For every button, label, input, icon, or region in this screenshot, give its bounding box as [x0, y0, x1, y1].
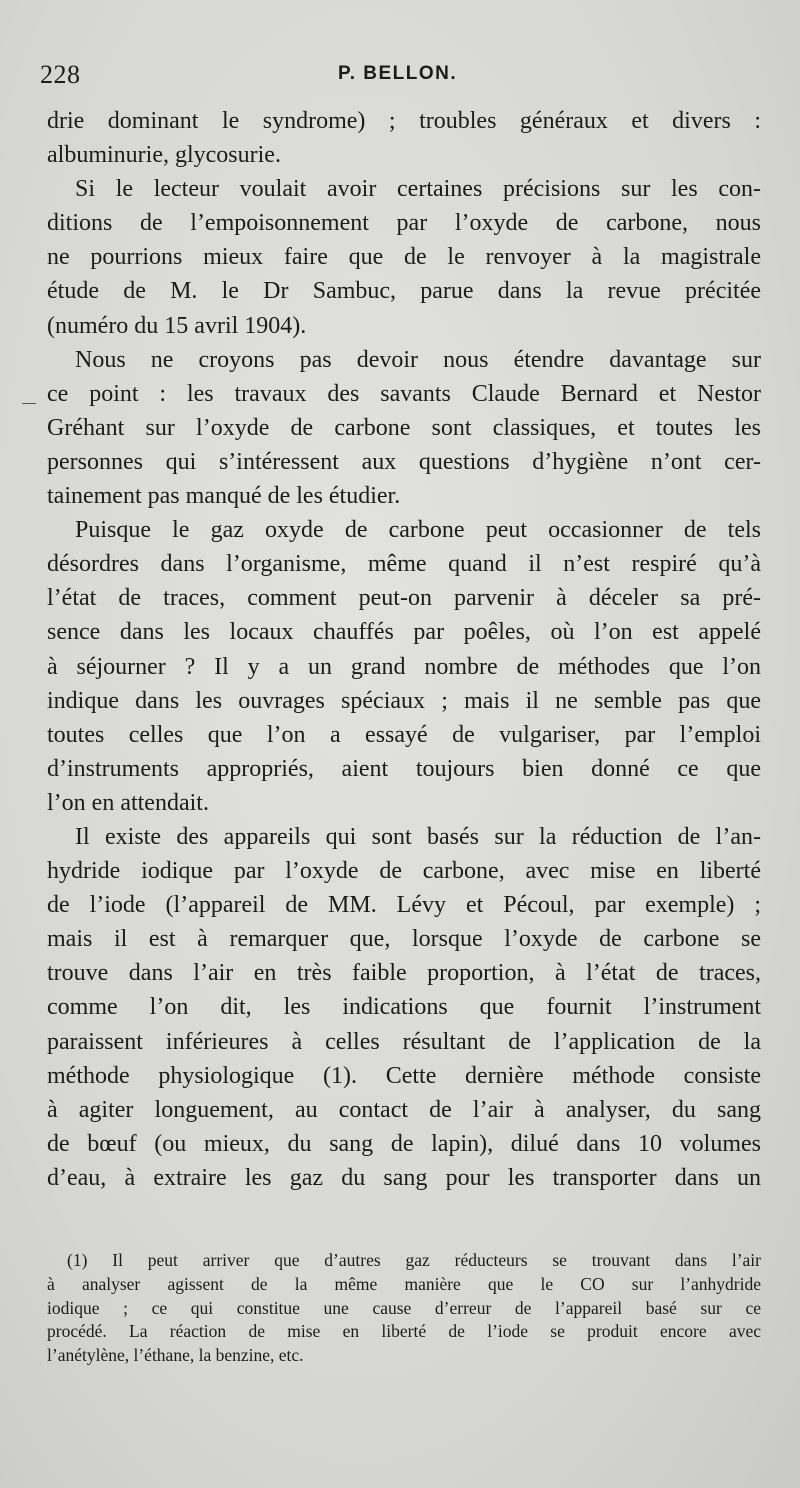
text-line: mais il est à remarquer que, lorsque l’oxyde de carbone se: [47, 926, 761, 953]
text-line: d’eau, à extraire les gaz du sang pour les transporter dans un: [47, 1164, 761, 1191]
text-line: étude de M. le Dr Sambuc, parue dans la revue précitée: [47, 278, 761, 305]
text-line: (numéro du 15 avril 1904).: [47, 312, 307, 339]
text-line: personnes qui s’intéressent aux questions d’hygiène n’ont cer-: [47, 448, 761, 475]
text-line: désordres dans l’organisme, même quand il n’est respiré qu’à: [47, 551, 761, 578]
text-line: indique dans les ouvrages spéciaux ; mais il ne semble pas que: [47, 687, 761, 714]
text-line: Il existe des appareils qui sont basés sur la réduction de l’an-: [75, 823, 761, 850]
text-line: albuminurie, glycosurie.: [47, 142, 281, 169]
text-line: à séjourner ? Il y a un grand nombre de méthodes que l’on: [47, 653, 761, 680]
footnote-line: l’anétylène, l’éthane, la benzine, etc.: [47, 1345, 304, 1366]
text-line: ce point : les travaux des savants Claude Bernard et Nestor: [47, 380, 761, 407]
text-line: l’on en attendait.: [47, 789, 209, 816]
footnotes: [47, 1249, 761, 1368]
text-line: drie dominant le syndrome) ; troubles généraux et divers :: [47, 108, 761, 134]
text-line: Gréhant sur l’oxyde de carbone sont classiques, et toutes les: [47, 414, 761, 441]
page-header: [40, 60, 760, 96]
page-number: 228: [40, 60, 81, 89]
text-line: de l’iode (l’appareil de MM. Lévy et Pécoul, par exemple) ;: [47, 892, 761, 919]
running-head: P. BELLON.: [338, 63, 458, 84]
text-line: d’instruments appropriés, aient toujours bien donné ce que: [47, 755, 761, 782]
body-text: [47, 104, 761, 1195]
text-line: toutes celles que l’on a essayé de vulgariser, par l’emploi: [47, 721, 761, 748]
text-line: Nous ne croyons pas devoir nous étendre davantage sur: [75, 346, 761, 373]
text-line: Puisque le gaz oxyde de carbone peut occasionner de tels: [75, 517, 761, 544]
footnote-line: procédé. La réaction de mise en liberté de l’iode se produit encore avec: [47, 1321, 761, 1342]
text-line: Si le lecteur voulait avoir certaines précisions sur les con-: [75, 176, 761, 203]
text-line: à agiter longuement, au contact de l’air à analyser, du sang: [47, 1096, 761, 1123]
text-line: l’état de traces, comment peut-on parvenir à déceler sa pré-: [47, 585, 761, 612]
footnote-line: (1) Il peut arriver que d’autres gaz réducteurs se trouvant dans l’air: [67, 1250, 761, 1270]
text-line: ne pourrions mieux faire que de le renvoyer à la magistrale: [47, 244, 761, 271]
footnote-line: iodique ; ce qui constitue une cause d’erreur de l’appareil basé sur ce: [47, 1297, 761, 1318]
text-line: méthode physiologique (1). Cette dernière méthode consiste: [47, 1062, 761, 1089]
text-line: sence dans les locaux chauffés par poêles, où l’on est appelé: [47, 619, 761, 646]
footnote-line: à analyser agissent de la même manière que le CO sur l’anhydride: [47, 1273, 761, 1294]
text-line: trouve dans l’air en très faible proportion, à l’état de traces,: [47, 960, 761, 987]
text-line: de bœuf (ou mieux, du sang de lapin), dilué dans 10 volumes: [47, 1130, 761, 1157]
text-line: hydride iodique par l’oxyde de carbone, avec mise en liberté: [47, 858, 761, 885]
text-line: comme l’on dit, les indications que fournit l’instrument: [47, 994, 761, 1021]
margin-mark: [22, 403, 36, 404]
text-line: ditions de l’empoisonnement par l’oxyde de carbone, nous: [47, 210, 761, 237]
text-line: paraissent inférieures à celles résultant de l’application de la: [47, 1028, 761, 1055]
text-line: tainement pas manqué de les étudier.: [47, 483, 401, 510]
